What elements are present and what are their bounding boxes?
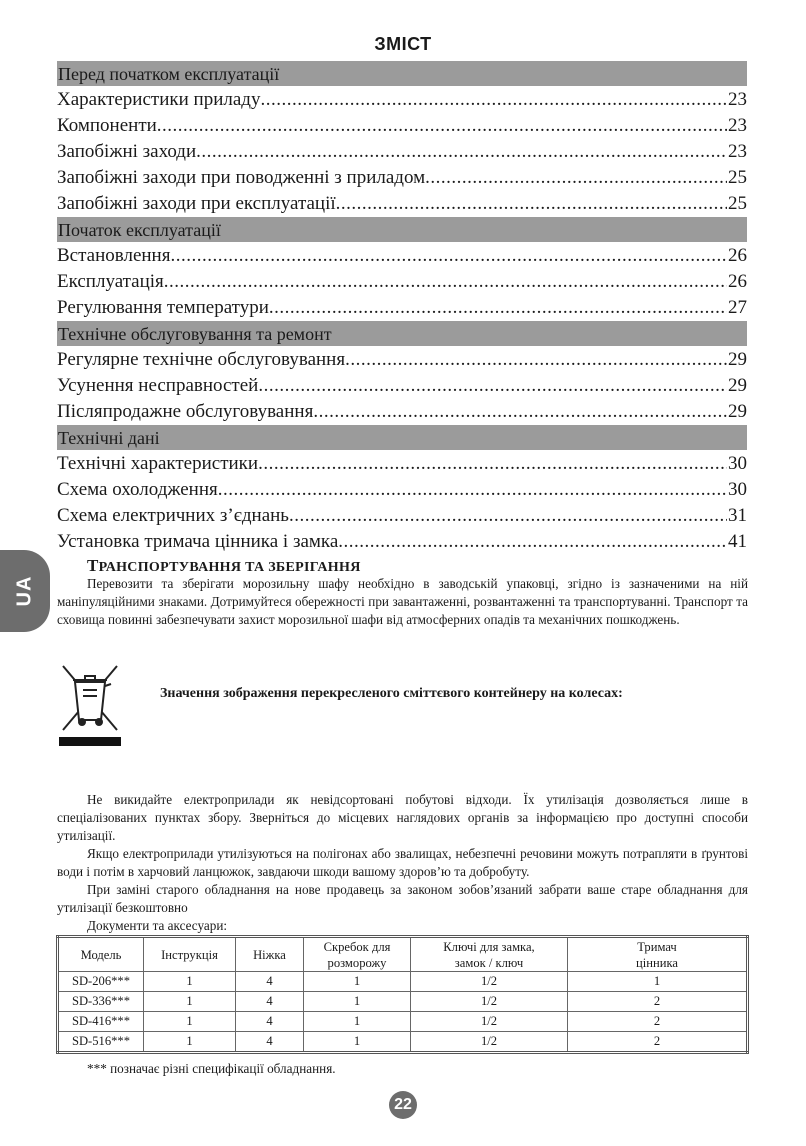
toc-entry-page: 23	[728, 89, 747, 110]
toc-entry-page: 23	[728, 141, 747, 162]
toc-entry-label: Регулювання температури	[57, 297, 269, 318]
toc-entry[interactable]	[57, 191, 747, 217]
table-header-cell	[58, 937, 144, 972]
toc-entry[interactable]	[57, 113, 747, 139]
table-cell: 1/2	[411, 1032, 568, 1053]
header-line: Модель	[80, 947, 122, 962]
toc-section-heading: Технічне обслуговування та ремонт	[57, 321, 747, 346]
toc-entry[interactable]	[57, 347, 747, 373]
table-row	[58, 1032, 748, 1053]
toc-entry-page: 30	[728, 479, 747, 500]
toc-leader-dots	[170, 243, 727, 269]
toc-entry-label: Експлуатація	[57, 271, 164, 292]
header-line: Інструкція	[161, 947, 218, 962]
toc-entry-page: 31	[728, 505, 747, 526]
language-tab	[0, 550, 50, 632]
table-row	[58, 972, 748, 992]
toc-leader-dots	[313, 399, 727, 425]
disposal-paragraph: Якщо електроприлади утилізуються на полігонах або звалищах, небезпечні речовини можуть потрапляти в ґрунтові води і потім в харчовий ланцюжок, завдаючи шкоди вашому здоров’ю та добробуту.	[57, 846, 748, 879]
disposal-paragraph: Не викидайте електроприлади як невідсортовані побутові відходи. Їх утилізація дозволяється лише в спеціалізованих пунктах збору. Зверніться до місцевих наглядових органів за інформацією про доступні способи утилізації.	[57, 792, 748, 843]
table-cell: 4	[236, 992, 304, 1012]
toc-leader-dots	[289, 503, 727, 529]
table-cell: 1	[568, 972, 748, 992]
table-cell: 1/2	[411, 1012, 568, 1032]
toc-leader-dots	[345, 347, 727, 373]
toc-entry-label: Регулярне технічне обслуговування	[57, 349, 346, 370]
toc-entry[interactable]	[57, 165, 747, 191]
table-header-row	[58, 937, 748, 972]
crossed-out-wheelie-bin-icon	[57, 662, 123, 748]
toc-entry-page: 30	[728, 453, 747, 474]
toc-entry-label: Усунення несправностей	[57, 375, 259, 396]
toc-entry-page: 23	[728, 115, 747, 136]
table-cell: 1/2	[411, 972, 568, 992]
weee-caption: Значення зображення перекресленого сміттєвого контейнеру на колесах:	[160, 686, 623, 701]
toc-entry-label: Характеристики приладу	[57, 89, 261, 110]
table-cell: SD-416***	[58, 1012, 144, 1032]
table-cell: SD-516***	[58, 1032, 144, 1053]
toc-entry[interactable]	[57, 269, 747, 295]
toc-entry[interactable]	[57, 87, 747, 113]
toc-entry-page: 26	[728, 271, 747, 292]
footnote: *** позначає різні специфікації обладнання.	[87, 1061, 336, 1076]
table-cell: 1/2	[411, 992, 568, 1012]
transport-heading-rest: РАНСПОРТУВАННЯ ТА ЗБЕРІГАННЯ	[98, 560, 361, 575]
toc-entry[interactable]	[57, 295, 747, 321]
toc-entry-label: Установка тримача цінника і замка	[57, 531, 339, 552]
toc-entry-page: 29	[728, 401, 747, 422]
table-cell: 1	[144, 972, 236, 992]
toc-entry-label: Запобіжні заходи	[57, 141, 197, 162]
toc-entry[interactable]	[57, 243, 747, 269]
table-cell: 1	[144, 1032, 236, 1053]
table-cell: 2	[568, 1032, 748, 1053]
table-cell: 2	[568, 1012, 748, 1032]
toc-entry[interactable]	[57, 139, 747, 165]
toc-entry[interactable]	[57, 529, 747, 555]
disposal-paragraph: Документи та аксесуари:	[87, 918, 228, 933]
table-row	[58, 992, 748, 1012]
language-tab-label: UA	[13, 575, 36, 607]
toc-entry-page: 25	[728, 193, 747, 214]
transport-heading	[87, 556, 361, 576]
toc-leader-dots	[338, 529, 727, 555]
toc-entry-label: Компоненти	[57, 115, 157, 136]
table-header-cell	[304, 937, 411, 972]
header-line: Ключі для замка,	[443, 939, 535, 954]
toc-leader-dots	[258, 373, 727, 399]
toc-leader-dots	[196, 139, 727, 165]
table-cell: 1	[304, 1012, 411, 1032]
header-line: Тримач	[637, 939, 677, 954]
table-cell: 1	[304, 972, 411, 992]
toc-entry-label: Схема охолодження	[57, 479, 218, 500]
toc-entry[interactable]	[57, 399, 747, 425]
transport-heading-initial: Т	[87, 556, 99, 575]
header-line: розморожу	[327, 955, 387, 970]
table-cell: 2	[568, 992, 748, 1012]
toc-entry-label: Запобіжні заходи при поводженні з приладом	[57, 167, 426, 188]
table-cell: 1	[144, 992, 236, 1012]
toc-leader-dots	[164, 269, 727, 295]
page-title: ЗМІСТ	[374, 34, 432, 54]
toc-entry-page: 27	[728, 297, 747, 318]
toc-entry[interactable]	[57, 503, 747, 529]
table-row	[58, 1012, 748, 1032]
table-header-cell	[144, 937, 236, 972]
table-header-cell	[411, 937, 568, 972]
toc-entry-label: Післяпродажне обслуговування	[57, 401, 314, 422]
toc-section-heading: Перед початком експлуатації	[57, 61, 747, 86]
header-line: цінника	[636, 955, 678, 970]
table-cell: 4	[236, 1012, 304, 1032]
table-header-cell	[236, 937, 304, 972]
toc-leader-dots	[425, 165, 727, 191]
toc-entry[interactable]	[57, 451, 747, 477]
toc-leader-dots	[269, 295, 727, 321]
header-line: Скребок для	[323, 939, 391, 954]
transport-text-block	[57, 575, 748, 629]
transport-paragraph: Перевозити та зберігати морозильну шафу необхідно в заводській упаковці, згідно із зазначеними на ній маніпуляційними знаками. Дотримуйтеся обережності при завантаженні, розвантаженні та транспортуванні. Транспорт та сховища повинні забезпечувати захист морозильної шафи від атмосферних опадів та механічних пошкоджень.	[57, 576, 748, 627]
table-cell: SD-336***	[58, 992, 144, 1012]
header-line: Ніжка	[253, 947, 286, 962]
toc-section-heading: Технічні дані	[57, 425, 747, 450]
toc-entry-label: Технічні характеристики	[57, 453, 259, 474]
toc-leader-dots	[157, 113, 727, 139]
toc-leader-dots	[218, 477, 727, 503]
table-header-cell	[568, 937, 748, 972]
table-cell: 1	[304, 1032, 411, 1053]
table-cell: 1	[144, 1012, 236, 1032]
table-cell: 4	[236, 1032, 304, 1053]
toc-entry-page: 41	[728, 531, 747, 552]
disposal-text-block	[57, 791, 748, 935]
toc-entry-page: 29	[728, 375, 747, 396]
disposal-paragraph: При заміні старого обладнання на нове продавець за законом зобов’язаний забрати ваше старе обладнання для утилізації безкоштовно	[57, 882, 748, 915]
toc-entry-page: 25	[728, 167, 747, 188]
toc-section-heading: Початок експлуатації	[57, 217, 747, 242]
accessories-table	[56, 935, 749, 1054]
toc-entry-label: Схема електричних з’єднань	[57, 505, 289, 526]
toc-entry-page: 29	[728, 349, 747, 370]
table-cell: SD-206***	[58, 972, 144, 992]
header-line: замок / ключ	[454, 955, 524, 970]
toc-leader-dots	[260, 87, 727, 113]
toc-entry-page: 26	[728, 245, 747, 266]
toc-entry-label: Встановлення	[57, 245, 171, 266]
page-number-badge: 22	[389, 1091, 417, 1119]
table-cell: 4	[236, 972, 304, 992]
toc-entry[interactable]	[57, 373, 747, 399]
table-cell: 1	[304, 992, 411, 1012]
toc-entry-label: Запобіжні заходи при експлуатації	[57, 193, 336, 214]
toc-entry[interactable]	[57, 477, 747, 503]
toc-leader-dots	[336, 191, 727, 217]
toc-leader-dots	[258, 451, 727, 477]
table-of-contents	[57, 61, 747, 555]
